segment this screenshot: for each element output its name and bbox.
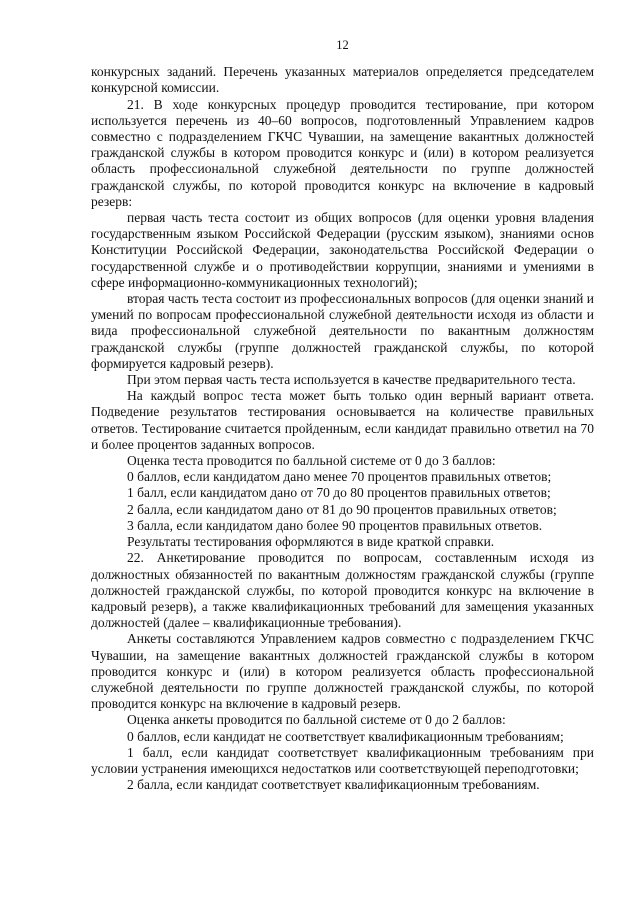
paragraph: При этом первая часть теста используется в качестве предварительного теста. bbox=[127, 372, 576, 388]
paragraph: 2 балла, если кандидатом дано от 81 до 90 процентов правильных ответов; bbox=[127, 501, 557, 517]
paragraph: 1 балл, если кандидат соответствует квалификационным требованиям при условии устранения имеющихся недостатков или соответствующей переподготовки; bbox=[91, 744, 594, 776]
document-body bbox=[91, 64, 594, 793]
paragraph: 0 баллов, если кандидат не соответствует квалификационным требованиям; bbox=[127, 728, 564, 744]
paragraph: 0 баллов, если кандидатом дано менее 70 процентов правильных ответов; bbox=[127, 469, 552, 485]
paragraph: Оценка теста проводится по балльной системе от 0 до 3 баллов: bbox=[127, 453, 496, 469]
paragraph: 1 балл, если кандидатом дано от 70 до 80 процентов правильных ответов; bbox=[127, 485, 551, 501]
paragraph: конкурсных заданий. Перечень указанных материалов определяется председателем конкурсной комиссии. bbox=[91, 64, 594, 96]
paragraph: 2 балла, если кандидат соответствует квалификационным требованиям. bbox=[127, 777, 540, 793]
page-number: 12 bbox=[336, 38, 349, 52]
paragraph: Оценка анкеты проводится по балльной системе от 0 до 2 баллов: bbox=[127, 712, 506, 728]
paragraph: Результаты тестирования оформляются в виде краткой справки. bbox=[127, 534, 495, 550]
paragraph: 21. В ходе конкурсных процедур проводится тестирование, при котором используется перечень из 40–60 вопросов, подготовленный Управлением кадров совместно с подразделением ГКЧС Чувашии, на замещение вакантных должностей гражданской службы в котором проводится конкурс и (или) в котором реализуется область профессиональной служебной деятельности по группе должностей гражданской службы, по которой проводится конкурс на включение в кадровый резерв: bbox=[91, 96, 594, 209]
paragraph: 3 балла, если кандидатом дано более 90 процентов правильных ответов. bbox=[127, 517, 543, 533]
paragraph: На каждый вопрос теста может быть только один верный вариант ответа. Подведение результатов тестирования основывается на количестве правильных ответов. Тестирование считается пройденным, если кандидат правильно ответил на 70 и более процентов заданных вопросов. bbox=[91, 388, 594, 452]
paragraph: вторая часть теста состоит из профессиональных вопросов (для оценки знаний и умений по вопросам профессиональной служебной деятельности исходя из области и вида профессиональной служебной деятельности по вакантным должностям гражданской службы (группе должностей гражданской службы, по которой формируется кадровый резерв). bbox=[91, 291, 594, 371]
paragraph: Анкеты составляются Управлением кадров совместно с подразделением ГКЧС Чувашии, на замещение вакантных должностей гражданской службы в котором проводится конкурс и (или) в котором реализуется область профессиональной служебной деятельности по группе должностей гражданской службы, по которой проводится конкурс на включение в кадровый резерв. bbox=[91, 631, 594, 712]
paragraph: первая часть теста состоит из общих вопросов (для оценки уровня владения государственным языком Российской Федерации (русским языком), знаниями основ Конституции Российской Федерации, законодательства Российской Федерации о государственной службе и о противодействии коррупции, знаниями и умениями в сфере информационно-коммуникационных технологий); bbox=[91, 210, 594, 290]
paragraph: 22. Анкетирование проводится по вопросам, составленным исходя из должностных обязанностей по вакантным должностям гражданской службы (группе должностей гражданской службы, по которой проводится конкурс на включение в кадровый резерв), а также квалификационных требований для замещения указанных должностей (далее – квалификационные требования). bbox=[91, 550, 594, 631]
